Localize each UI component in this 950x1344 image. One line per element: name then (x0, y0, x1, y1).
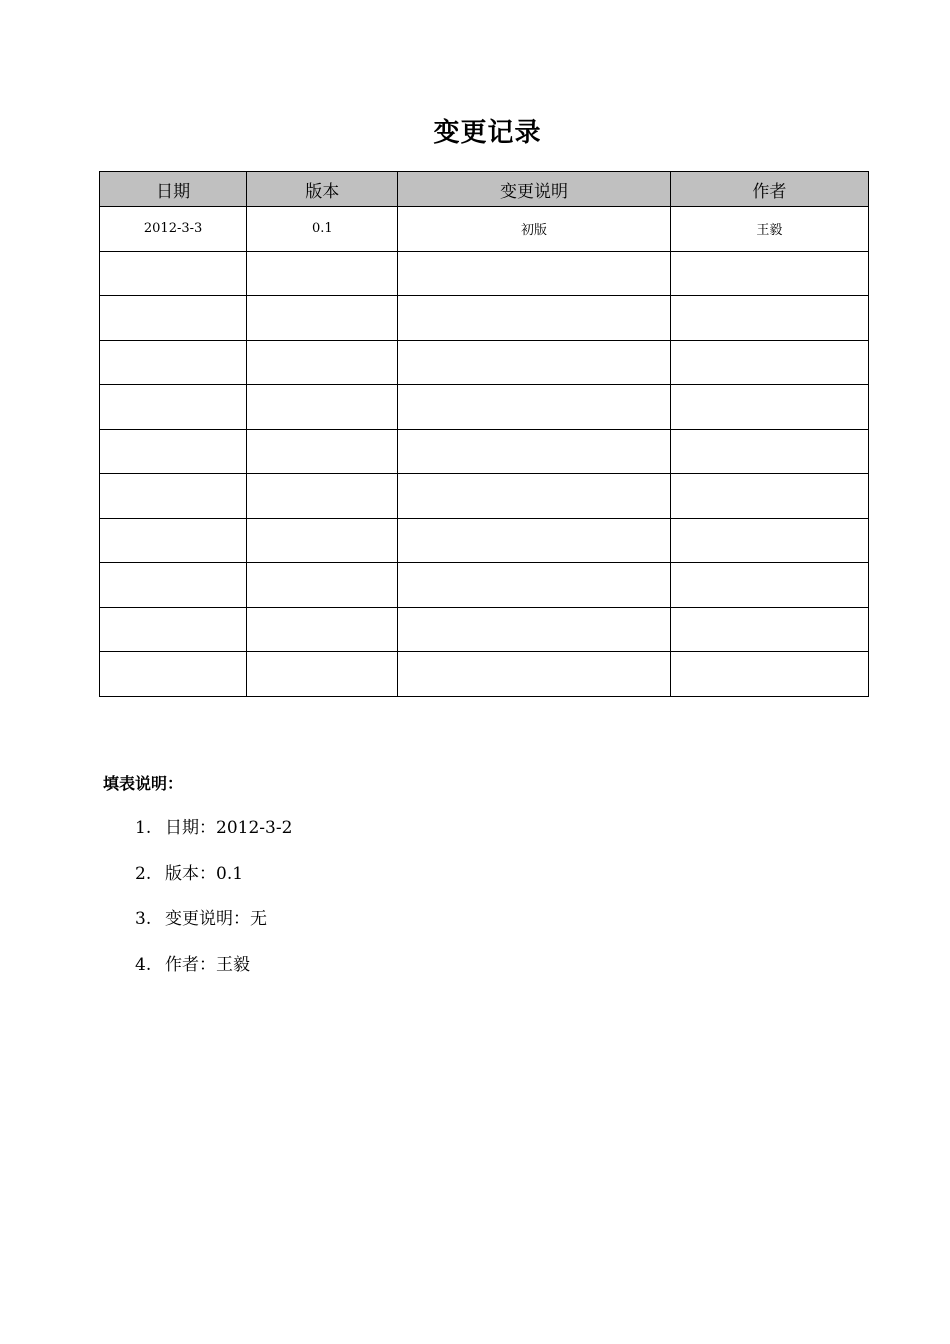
cell-author (670, 340, 868, 385)
cell-date (100, 296, 247, 341)
cell-change-description (398, 607, 670, 652)
cell-date (100, 429, 247, 474)
cell-author (670, 607, 868, 652)
cell-author (670, 474, 868, 519)
change-record-table (99, 171, 869, 697)
cell-change-description (398, 296, 670, 341)
cell-change-description (398, 474, 670, 519)
cell-date (100, 518, 247, 563)
list-item-text: 变更说明：无 (165, 909, 267, 929)
cell-date (100, 652, 247, 697)
table-row (100, 296, 869, 341)
list-item (135, 861, 292, 907)
header-date: 日期 (100, 172, 247, 207)
cell-author (670, 518, 868, 563)
table-row (100, 340, 869, 385)
list-item (135, 815, 292, 861)
cell-date (100, 385, 247, 430)
cell-version (247, 385, 398, 430)
cell-version (247, 296, 398, 341)
cell-version (247, 340, 398, 385)
table-row (100, 251, 869, 296)
header-change-description: 变更说明 (398, 172, 670, 207)
table-row (100, 474, 869, 519)
cell-author (670, 251, 868, 296)
list-item (135, 906, 292, 952)
list-item (135, 952, 292, 998)
table-row (100, 429, 869, 474)
cell-version (247, 652, 398, 697)
cell-change-description (398, 385, 670, 430)
table-row (100, 652, 869, 697)
cell-date: 2012-3-3 (100, 207, 247, 252)
table-row (100, 563, 869, 608)
cell-version (247, 607, 398, 652)
cell-version (247, 474, 398, 519)
cell-version (247, 429, 398, 474)
list-item-number: 1. (135, 818, 152, 838)
cell-author (670, 429, 868, 474)
cell-author (670, 652, 868, 697)
cell-change-description (398, 652, 670, 697)
list-item-text: 日期：2012-3-2 (165, 818, 293, 838)
cell-date (100, 607, 247, 652)
cell-change-description (398, 563, 670, 608)
cell-author: 王毅 (670, 207, 868, 252)
cell-date (100, 251, 247, 296)
table-row (100, 518, 869, 563)
cell-change-description (398, 251, 670, 296)
notes-heading: 填表说明： (103, 774, 184, 793)
cell-author (670, 296, 868, 341)
cell-date (100, 474, 247, 519)
table-row (100, 385, 869, 430)
cell-version: 0.1 (247, 207, 398, 252)
cell-version (247, 518, 398, 563)
cell-date (100, 563, 247, 608)
page-title: 变更记录 (433, 118, 542, 148)
cell-version (247, 251, 398, 296)
list-item-text: 作者：王毅 (165, 954, 250, 975)
notes-list (135, 815, 292, 997)
cell-change-description (398, 340, 670, 385)
cell-version (247, 563, 398, 608)
list-item-number: 3. (135, 909, 152, 929)
list-item-number: 4. (135, 954, 152, 975)
header-version: 版本 (247, 172, 398, 207)
table-row (100, 207, 869, 252)
list-item-number: 2. (135, 863, 152, 884)
cell-author (670, 385, 868, 430)
table-header-row (100, 172, 869, 207)
cell-author (670, 563, 868, 608)
list-item-text: 版本：0.1 (165, 863, 244, 884)
cell-date (100, 340, 247, 385)
table-row (100, 607, 869, 652)
cell-change-description: 初版 (398, 207, 670, 252)
header-author: 作者 (670, 172, 868, 207)
cell-change-description (398, 518, 670, 563)
cell-change-description (398, 429, 670, 474)
